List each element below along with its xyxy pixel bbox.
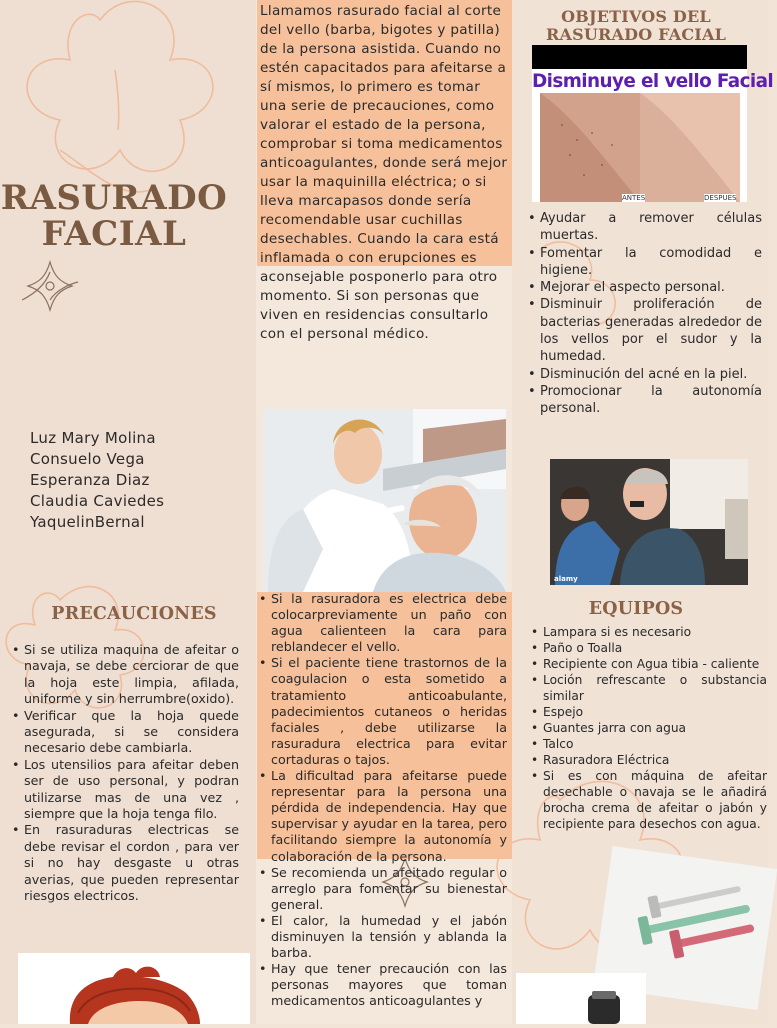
list-item: • Promocionar la autonomía personal. xyxy=(526,383,762,418)
equipos-heading: EQUIPOS xyxy=(588,599,684,619)
list-item: • Paño o Toalla xyxy=(529,640,767,656)
cartoon-man-icon xyxy=(18,953,250,1024)
list-item: • Ayudar a remover células muertas. xyxy=(526,210,762,245)
list-item: • Fomentar la comodidad e higiene. xyxy=(526,245,762,280)
list-item: • Recipiente con Agua tibia - caliente xyxy=(529,656,767,672)
list-item: • Disminuir proliferación de bacterias generadas alrededor de los vellos por el sudor y la humedad. xyxy=(526,296,762,365)
list-item: • Guantes jarra con agua xyxy=(529,720,767,736)
list-item: • Hay que tener precaución con las personas mayores que toman medicamentos anticoagulantes y xyxy=(257,961,507,1009)
patient-shaving-photo xyxy=(550,459,748,585)
list-item: • Si la rasuradora es electrica debe colocarpreviamente un paño con agua calienteen la cara para reblandecer el vello. xyxy=(257,591,507,655)
precauciones-list xyxy=(10,642,239,905)
watermark-label: alamy xyxy=(554,575,578,583)
author-name: YaquelinBernal xyxy=(30,513,145,531)
list-item: • Si es con máquina de afeitar desechable o navaja se le añadirá brocha crema de afeitar o jabón y recipiente para desechos con agua. xyxy=(529,768,767,832)
list-item: • Si el paciente tiene trastornos de la coagulacion o esta sometido a tratamiento anticoabulante, padecimientos cutaneos o heridas faciales , debe utilizarse la rasuradura electrica para evitar cortaduras o tajos. xyxy=(257,655,507,768)
list-item: • Verificar que la hoja quede asegurada, si se considera necesario debe cambiarla. xyxy=(10,708,239,757)
list-item: • Mejorar el aspecto personal. xyxy=(526,279,762,296)
before-after-caption: Disminuye el vello Facial xyxy=(532,71,774,92)
middle-precaution-list xyxy=(257,591,507,1009)
before-label: ANTES xyxy=(622,194,646,202)
list-item: • El calor, la humedad y el jabón disminuyen la tensión y ablanda la barba. xyxy=(257,913,507,961)
list-item: • En rasuraduras electricas se debe revisar el cordon , para ver si no hay desgaste u otras averias, que pueden representar riesgos electricos. xyxy=(10,822,239,904)
author-list xyxy=(30,428,164,533)
objetivos-list xyxy=(526,210,762,418)
list-item: • La dificultad para afeitarse puede representar para la persona una pérdida de independencia. Hay que supervisar y ayudar en la tarea, pero facilitando siempre la autonomía y colaboración de la persona. xyxy=(257,768,507,865)
list-item: • Talco xyxy=(529,736,767,752)
nurse-shaving-photo xyxy=(263,409,506,592)
list-item: • Disminución del acné en la piel. xyxy=(526,366,762,383)
cartoon-face-image xyxy=(18,953,250,1024)
list-item: • Si se utiliza maquina de afeitar o navaja, se debe cerciorar de que la hoja este limpia, afilada, uniforme y sin herrumbre(oxido). xyxy=(10,642,239,708)
author-name: Esperanza Diaz xyxy=(30,471,150,489)
after-label: DESPUES xyxy=(704,194,737,202)
objetivos-heading: OBJETIVOS DEL RASURADO FACIAL xyxy=(545,7,727,44)
author-name: Claudia Caviedes xyxy=(30,492,165,510)
before-after-image xyxy=(532,45,774,202)
list-item: • Los utensilios para afeitar deben ser de uso personal, y podran utilizarse mas de una vez , siempre que la hoja tenga filo. xyxy=(10,757,239,823)
electric-razor-photo xyxy=(516,973,646,1024)
precauciones-heading: PRECAUCIONES xyxy=(51,604,217,624)
intro-paragraph: Llamamos rasurado facial al corte del vello (barba, bigotes y patilla) de la persona asistida. Cuando no estén capacitados para afeitarse a sí mismos, lo primero es tomar una serie de precauciones, como valorar el estado de la persona, comprobar si toma medicamentos anticoagulantes, donde será mejor usar la maquinilla eléctrica; o si lleva marcapasos donde sería recomendable usar cuchillas desechables. Cuando la cara está inflamada o con erupciones es aconsejable posponerlo para otro momento. Si son personas que viven en residencias consultarlo con el personal médico. xyxy=(260,3,508,342)
author-name: Luz Mary Molina xyxy=(30,429,156,447)
list-item: • Loción refrescante o substancia similar xyxy=(529,672,767,704)
list-item: • Rasuradora Eléctrica xyxy=(529,752,767,768)
list-item: • Se recomienda un afeitado regular o arreglo para fomentar su bienestar general. xyxy=(257,865,507,913)
list-item: • Espejo xyxy=(529,704,767,720)
list-item: • Lampara si es necesario xyxy=(529,624,767,640)
page-title: RASURADO FACIAL xyxy=(0,178,228,254)
equipos-list xyxy=(529,624,767,832)
author-name: Consuelo Vega xyxy=(30,450,145,468)
